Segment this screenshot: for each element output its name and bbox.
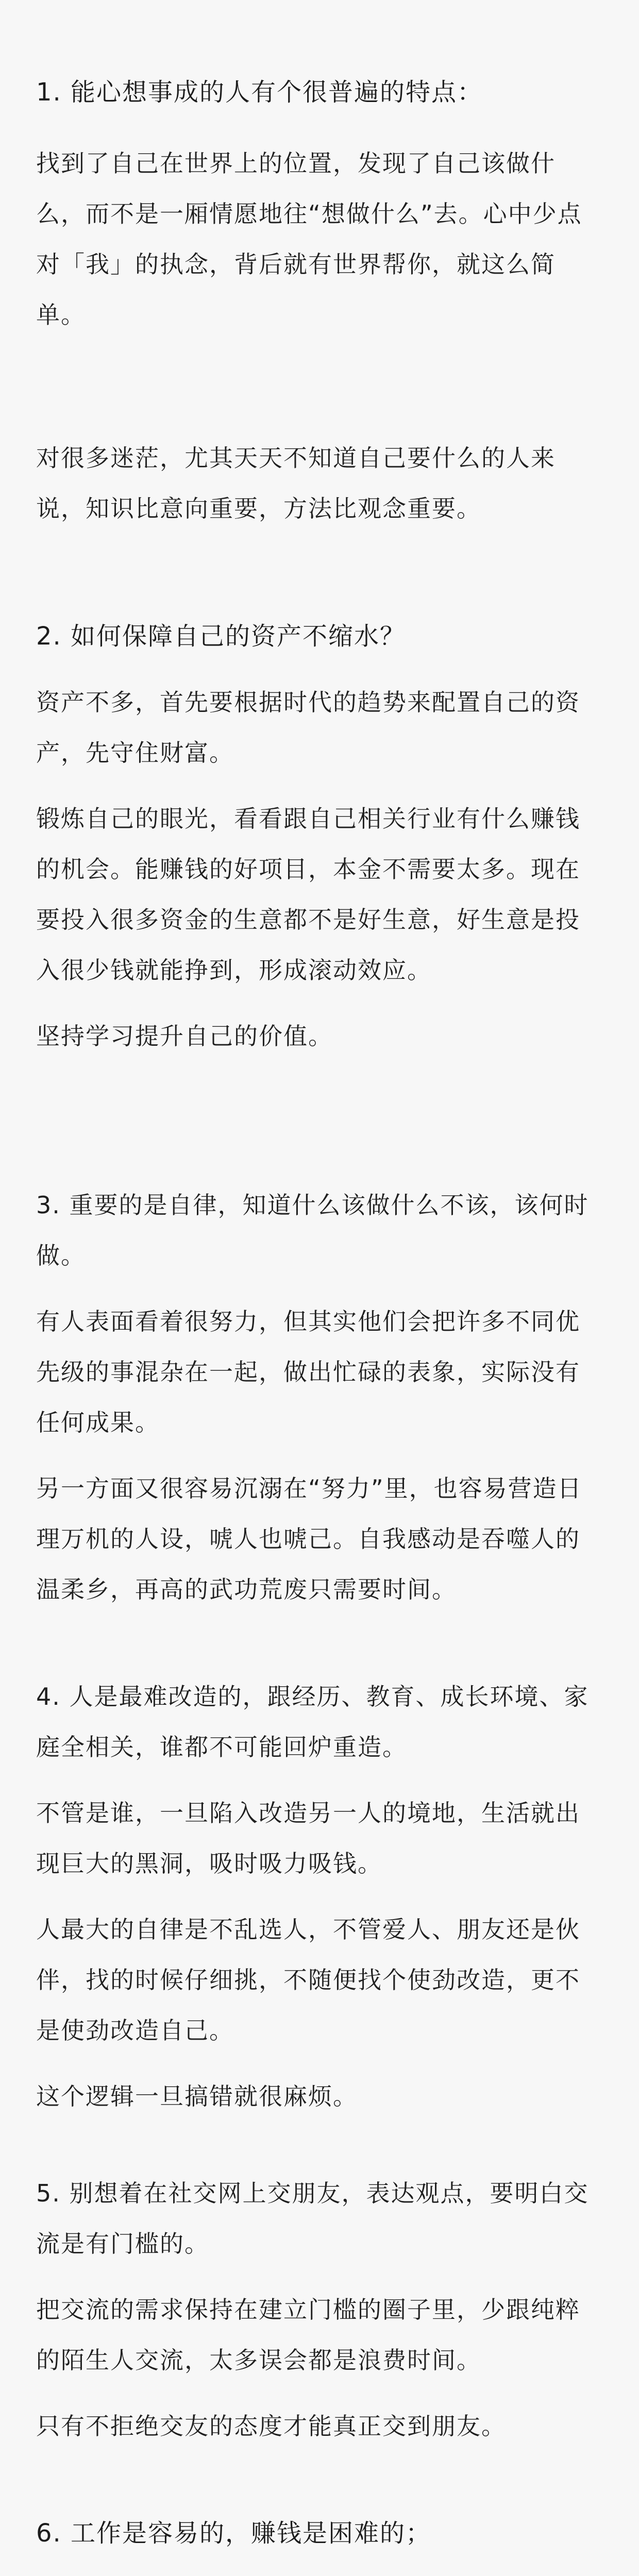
section-6-line-2 (36, 2574, 603, 2576)
section-6-title: 6. 工作是容易的，赚钱是困难的； (36, 2519, 432, 2548)
section-4-title: 4. 人是最难改造的，跟经历、教育、成长环境、家庭全相关，谁都不可能回炉重造。 (36, 1683, 589, 1761)
section-2-paragraph-3: 坚持学习提升自己的价值。 (36, 1022, 333, 1050)
section-2-paragraph-2: 锻炼自己的眼光，看看跟自己相关行业有什么赚钱的机会。能赚钱的好项目，本金不需要太多。现在要投入很多资金的生意都不是好生意，好生意是投入很少钱就能挣到，形成滚动效应。 (36, 805, 580, 984)
section-5-paragraph-1: 把交流的需求保持在建立门槛的圈子里，少跟纯粹的陌生人交流，太多误会都是浪费时间。 (36, 2296, 580, 2374)
section-1-title: 1. 能心想事成的人有个很普遍的特点： (36, 78, 483, 107)
section-5-paragraph-2: 只有不拒绝交友的态度才能真正交到朋友。 (36, 2412, 506, 2440)
section-5-title: 5. 别想着在社交网上交朋友，表达观点，要明白交流是有门槛的。 (36, 2179, 589, 2258)
section-1-paragraph-2: 对很多迷茫，尤其天天不知道自己要什么的人来说，知识比意向重要，方法比观念重要。 (36, 444, 556, 522)
section-4-paragraph-1: 不管是谁，一旦陷入改造另一人的境地，生活就出现巨大的黑洞，吸时吸力吸钱。 (36, 1799, 580, 1877)
section-4-paragraph-2: 人最大的自律是不乱选人，不管爱人、朋友还是伙伴，找的时候仔细挑，不随便找个使劲改造，更不是使劲改造自己。 (36, 1916, 580, 2044)
section-3-paragraph-1: 有人表面看着很努力，但其实他们会把许多不同优先级的事混杂在一起，做出忙碌的表象，实际没有任何成果。 (36, 1308, 580, 1436)
section-3-paragraph-2: 另一方面又很容易沉溺在“努力”里，也容易营造日理万机的人设，唬人也唬己。自我感动是吞噬人的温柔乡，再高的武功荒废只需要时间。 (36, 1475, 582, 1603)
section-3-title: 3. 重要的是自律，知道什么该做什么不该，该何时做。 (36, 1191, 589, 1269)
section-2-title: 2. 如何保障自己的资产不缩水？ (36, 622, 406, 651)
article-body (36, 67, 603, 2576)
section-4-paragraph-3: 这个逻辑一旦搞错就很麻烦。 (36, 2082, 358, 2110)
section-1-paragraph-1: 找到了自己在世界上的位置，发现了自己该做什么，而不是一厢情愿地往“想做什么”去。心中少点对「我」的执念，背后就有世界帮你，就这么简单。 (36, 149, 582, 329)
section-2-paragraph-1: 资产不多，首先要根据时代的趋势来配置自己的资产，先守住财富。 (36, 688, 580, 767)
